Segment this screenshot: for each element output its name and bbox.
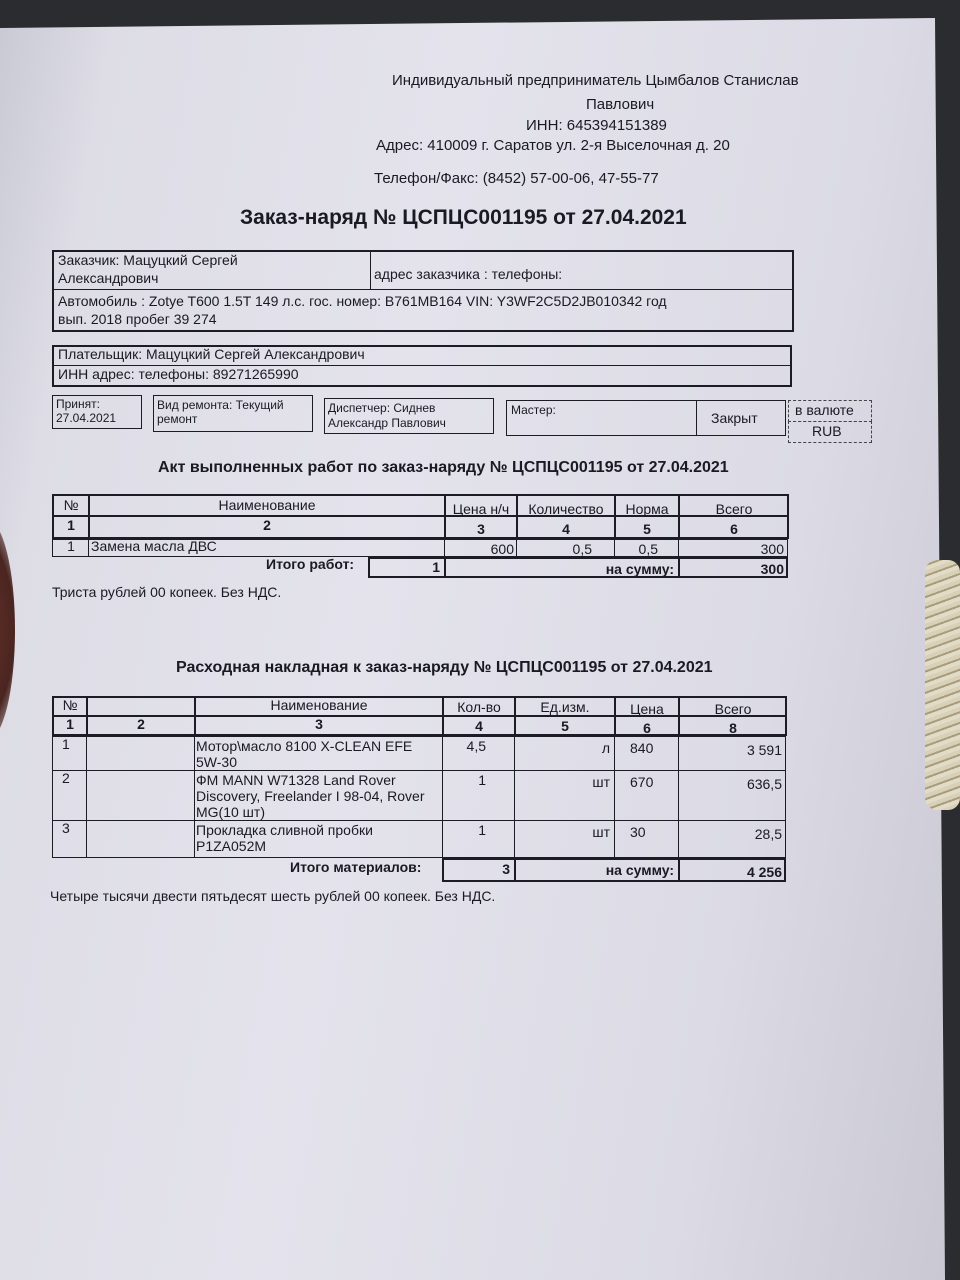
- customer-name: Заказчик: Мацуцкий Сергей: [58, 252, 238, 268]
- materials-header-price: Цена: [630, 701, 664, 717]
- materials-total-count: 3: [502, 861, 510, 877]
- works-row-name: Замена масла ДВС: [91, 538, 217, 554]
- materials-total-label: Итого материалов:: [290, 859, 422, 875]
- materials-row-price: 30: [630, 824, 646, 840]
- customer-name-cont: Александрович: [58, 270, 159, 286]
- materials-header-name: Наименование: [270, 697, 368, 713]
- materials-colnum-3: 3: [315, 716, 323, 732]
- materials-row-qty: 1: [478, 822, 486, 838]
- works-header-no: №: [63, 497, 79, 513]
- materials-colnum-1: 1: [66, 716, 74, 732]
- works-colnum-6: 6: [730, 521, 738, 537]
- repair-type-cont: ремонт: [157, 412, 198, 426]
- page-title: Заказ-наряд № ЦСПЦС001195 от 27.04.2021: [240, 206, 687, 229]
- repair-type: Вид ремонта: Текущий: [157, 398, 284, 412]
- materials-row-name: ФМ MANN W71328 Land Rover Discovery, Freelander I 98-04, Rover MG(10 шт): [196, 772, 425, 820]
- materials-row-qty: 4,5: [466, 738, 486, 754]
- company-name: Индивидуальный предприниматель Цымбалов Станислав: [392, 72, 799, 89]
- materials-header-unit: Ед.изм.: [540, 699, 590, 715]
- materials-sum-value: 4 256: [746, 864, 782, 880]
- materials-row-total: 28,5: [754, 826, 782, 842]
- payer-name: Плательщик: Мацуцкий Сергей Александрович: [58, 346, 365, 362]
- materials-in-words: Четыре тысячи двести пятьдесят шесть рублей 00 копеек. Без НДС.: [50, 888, 496, 904]
- materials-row-no: 3: [62, 820, 70, 836]
- company-inn: ИНН: 645394151389: [526, 117, 667, 134]
- currency-label: в валюте: [795, 402, 854, 418]
- works-header-total: Всего: [715, 501, 753, 517]
- works-row-no: 1: [67, 538, 75, 554]
- materials-header-total: Всего: [714, 701, 752, 717]
- accepted-label: Принят:: [56, 397, 100, 411]
- works-sum-label: на сумму:: [605, 561, 674, 577]
- works-in-words: Триста рублей 00 копеек. Без НДС.: [52, 584, 282, 600]
- materials-row-price: 840: [630, 740, 654, 756]
- materials-row-no: 1: [62, 736, 70, 752]
- materials-row-price: 670: [630, 774, 654, 790]
- materials-title: Расходная накладная к заказ-наряду № ЦСПЦС001195 от 27.04.2021: [176, 659, 713, 676]
- materials-colnum-8: 8: [729, 720, 737, 736]
- materials-header-no: №: [62, 697, 78, 713]
- dispatcher: Диспетчер: Сиднев: [328, 401, 436, 415]
- materials-row-total: 636,5: [746, 776, 782, 792]
- works-row-qty: 0,5: [572, 541, 592, 557]
- materials-colnum-5: 5: [561, 718, 569, 734]
- works-row-norm: 0,5: [638, 541, 658, 557]
- company-phone: Телефон/Факс: (8452) 57-00-06, 47-55-77: [374, 170, 659, 187]
- works-colnum-4: 4: [562, 521, 570, 537]
- materials-sum-label: на сумму:: [605, 862, 674, 878]
- car-info: Автомобиль : Zotye T600 1.5T 149 л.с. гос. номер: В761МВ164 VIN: Y3WF2C5D2JB010342 год: [58, 293, 667, 309]
- currency-value: RUB: [812, 423, 842, 439]
- materials-row-unit: шт: [592, 774, 610, 790]
- company-name-cont: Павлович: [586, 96, 655, 113]
- works-total-label: Итого работ:: [266, 556, 355, 572]
- materials-row-name: Прокладка сливной пробки P1ZA052M: [196, 822, 373, 854]
- works-row-total: 300: [760, 541, 784, 557]
- works-header-price: Цена н/ч: [452, 501, 510, 517]
- works-title: Акт выполненных работ по заказ-наряду № ЦСПЦС001195 от 27.04.2021: [158, 459, 729, 476]
- works-colnum-5: 5: [643, 521, 651, 537]
- dispatcher-cont: Александр Павлович: [328, 416, 446, 430]
- materials-colnum-6: 6: [643, 720, 651, 736]
- payer-details: ИНН адрес: телефоны: 89271265990: [58, 366, 299, 382]
- works-colnum-3: 3: [477, 521, 485, 537]
- materials-header-qty: Кол-во: [457, 699, 501, 715]
- accepted-date: 27.04.2021: [56, 411, 117, 425]
- status-badge: Закрыт: [711, 410, 758, 426]
- works-header-qty: Количество: [528, 501, 604, 517]
- materials-row-total: 3 591: [746, 742, 782, 758]
- works-total-count: 1: [432, 559, 440, 575]
- works-header-norm: Норма: [625, 501, 669, 517]
- works-header-name: Наименование: [218, 497, 316, 513]
- works-row-price: 600: [490, 541, 514, 557]
- customer-address-phones: адрес заказчика : телефоны:: [374, 266, 563, 282]
- materials-row-unit: л: [601, 740, 610, 756]
- materials-colnum-2: 2: [137, 716, 145, 732]
- materials-row-unit: шт: [592, 824, 610, 840]
- company-address: Адрес: 410009 г. Саратов ул. 2-я Выселочная д. 20: [376, 137, 730, 154]
- works-colnum-1: 1: [67, 517, 75, 533]
- materials-row-qty: 1: [478, 772, 486, 788]
- master-label: Мастер:: [511, 403, 556, 417]
- materials-row-name: Мотор\масло 8100 X-CLEAN EFE 5W-30: [196, 738, 413, 770]
- works-colnum-2: 2: [263, 517, 271, 533]
- materials-colnum-4: 4: [475, 718, 483, 734]
- works-sum-value: 300: [760, 561, 784, 577]
- materials-row-no: 2: [62, 770, 70, 786]
- car-info-cont: вып. 2018 пробег 39 274: [58, 311, 217, 327]
